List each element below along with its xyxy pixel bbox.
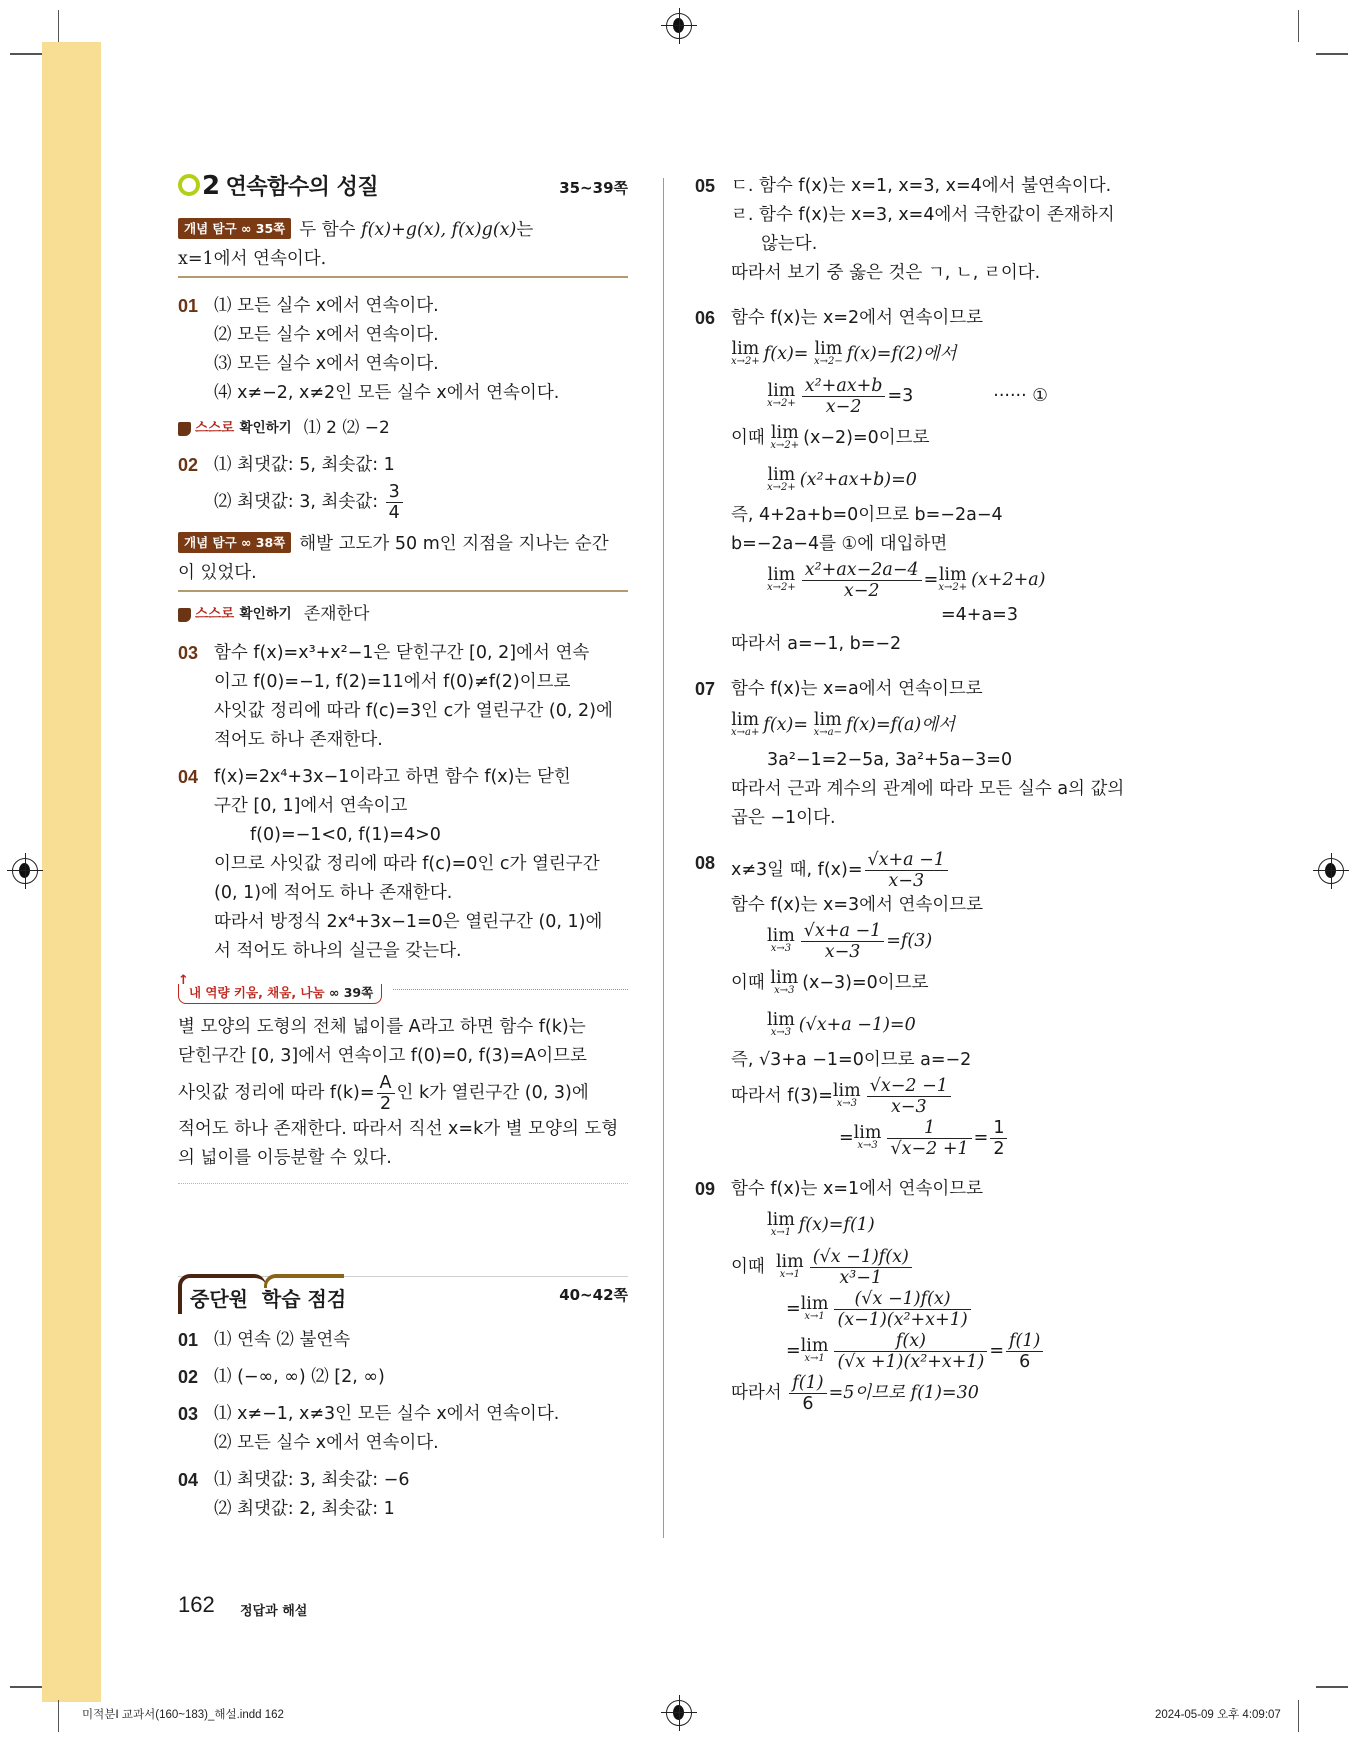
arrow-up-icon: ↑ (178, 973, 189, 988)
review-01: 01 ⑴ 연속 ⑵ 불연속 (178, 1330, 351, 1350)
concept-box-2: 개념 탐구 ∞ 38쪽 해발 고도가 50 m인 지점을 지나는 순간 이 있었다. (178, 530, 628, 592)
page-number: 162 (178, 1592, 215, 1617)
review-04: 04 ⑴ 최댓값: 3, 최솟값: −6 ⑵ 최댓값: 2, 최솟값: 1 (178, 1470, 410, 1519)
section-heading (178, 170, 628, 206)
footer-label: 정답과 해설 (240, 1604, 308, 1619)
answer-07: 07 함수 f(x)는 x=a에서 연속이므로 lim x→a+ f(x)= lim x→a− f(x)=f(a)에서 3a²−1=2−5a, 3a²+5a−3=0 따라서 근과 계수의 관계에 따라 모든 실수 a의 값의 곱은 −1이다. (695, 679, 1125, 828)
answer-06: 06 함수 f(x)는 x=2에서 연속이므로 lim x→2+ f(x)= lim x→2− f(x)=f(2)에서 lim x→2+ $\frac{\text{x²+ax+b}}{x-2}$ =3 ······ ① 이때 lim x→2+ (x−2)=0이므로 lim x→2+ (x²+ax+b)=0 즉, 4+2a+b=0이므로 b=−2a−4 b=−2a−4를 ①에 대입하면 lim x→2+ $\frac{\text{x²+ax−2a−4}}{x-2}$ = lim x→2+ (x+2+a) =4+a=3 따라서 a=−1, b=−2 (695, 308, 1048, 654)
crop-mark (1298, 1700, 1299, 1732)
answer-08: 08 x≠3일 때, f(x)= $\frac{√x+a -1}{x-3}$ 함수 f(x)는 x=3에서 연속이므로 lim x→3 $\frac{√x+a -1}{x-3}$ =f(3) 이때 lim x→3 (x−3)=0이므로 lim x→3 (√x+a −1)=0 즉, √3+a −1=0이므로 a=−2 따라서 f(3)= lim x→3 $\frac{√x-2 -1}{x-3}$ = lim x→3 $\frac{1}{√x-2 +1}$ = $\frac{1}{2}$ (695, 849, 1155, 1159)
capacity-tag: ↑ 내 역량 키움, 채움, 나눔 ∞ 39쪽 (178, 984, 382, 1004)
capacity-box: ↑ 내 역량 키움, 채움, 나눔 ∞ 39쪽 별 모양의 도형의 전체 넓이를 A라고 하면 함수 f(k)는 닫힌구간 [0, 3]에서 연속이고 f(0)=0, f(3)=A이므로 사잇값 정리에 따라 f(k)= $\frac{A}{2}$ 인 k가 열린구간 (0, 3)에 적어도 하나 존재한다. 따라서 직선 x=k가 별 모양의 도형 의 넓이를 이등분할 수 있다. (178, 978, 628, 1184)
registration-mark-icon (666, 1700, 692, 1726)
hand-icon (178, 422, 191, 436)
crop-mark (10, 53, 42, 55)
print-slug-file: 미적분Ⅰ 교과서(160~183)_해설.indd 162 (82, 1709, 284, 1721)
self-check-1: 스스로 확인하기 ⑴ 2 ⑵ −2 (178, 414, 628, 443)
crop-mark (58, 10, 59, 42)
self-check-2: 스스로 확인하기 존재한다 (178, 600, 628, 629)
margin-color-strip (42, 42, 101, 1702)
answer-03: 03 함수 f(x)=x³+x²−1은 닫힌구간 [0, 2]에서 연속 이고 f(0)=−1, f(2)=11에서 f(0)≠f(2)이므로 사잇값 정리에 따라 f(c)=3인 c가 열린구간 (0, 2)에 적어도 하나 존재한다. (178, 643, 613, 750)
registration-mark-icon (666, 13, 692, 39)
right-column (695, 170, 1155, 1414)
crop-mark (10, 1686, 42, 1688)
answer-02: 02 ⑴ 최댓값: 5, 최솟값: 1 ⑵ 최댓값: 3, 최솟값: $\frac{3}{4}$ (178, 451, 628, 524)
answer-09: 09 함수 f(x)는 x=1에서 연속이므로 lim x→1 f(x)=f(1) 이때 lim x→1 $\frac{(√x -1)f(x)}{\text{x³−1}}$ = lim x→1 $\frac{(√x -1)f(x)}{\text{(x−1)(x²+x+1)}}$ = lim x→1 $\frac{f(x)}{\text{(√x +1)(x²+x+1)}}$ = $\frac{f(1)}{6}$ 따라서 $\frac{f(1)}{6}$ =5이므로 f(1)=30 (695, 1175, 1155, 1414)
column-divider (663, 178, 664, 1538)
crop-mark (1316, 1686, 1348, 1688)
concept-badge: 개념 탐구 ∞ 35쪽 (178, 218, 291, 239)
concept-badge: 개념 탐구 ∞ 38쪽 (178, 532, 291, 553)
circle-icon (178, 174, 200, 196)
section-number: 2 (202, 171, 221, 201)
left-column (178, 170, 628, 1524)
registration-mark-icon (1318, 858, 1344, 884)
answer-01: 01 ⑴ 모든 실수 x에서 연속이다. ⑵ 모든 실수 x에서 연속이다. ⑶ 모든 실수 x에서 연속이다. ⑷ x≠−2, x≠2인 모든 실수 x에서 연속이다. (178, 296, 560, 403)
crop-mark (58, 1700, 59, 1732)
print-slug-timestamp: 2024-05-09 오후 4:09:07 (1155, 1709, 1281, 1721)
concept-box-1: 개념 탐구 ∞ 35쪽 두 함수 f(x)+g(x), f(x)g(x)는 x=1에서 연속이다. (178, 216, 628, 278)
section-title: 연속함수의 성질 (225, 175, 379, 200)
hand-icon (178, 608, 191, 622)
crop-mark (1298, 10, 1299, 42)
answer-05: 05 ㄷ. 함수 f(x)는 x=1, x=3, x=4에서 불연속이다. ㄹ. 함수 f(x)는 x=3, x=4에서 극한값이 존재하지 않는다. 따라서 보기 중 옳은 것은 ㄱ, ㄴ, ㄹ이다. (695, 176, 1115, 283)
answer-04: 04 f(x)=2x⁴+3x−1이라고 하면 함수 f(x)는 닫힌 구간 [0, 1]에서 연속이고 f(0)=−1<0, f(1)=4>0 이므로 사잇값 정리에 따라 f(c)=0인 c가 열린구간 (0, 1)에 적어도 하나 존재한다. 따라서 방정식 2x⁴+3x−1=0은 열린구간 (0, 1)에 서 적어도 하나의 실근을 갖는다. (178, 767, 603, 961)
section-pages: 35~39쪽 (559, 178, 628, 197)
registration-mark-icon (12, 858, 38, 884)
mid-review-heading: 중단원 학습 점검 40~42쪽 (178, 1276, 628, 1316)
review-02: 02 ⑴ (−∞, ∞) ⑵ [2, ∞) (178, 1367, 385, 1387)
crop-mark (1316, 53, 1348, 55)
review-03: 03 ⑴ x≠−1, x≠3인 모든 실수 x에서 연속이다. ⑵ 모든 실수 x에서 연속이다. (178, 1404, 560, 1453)
